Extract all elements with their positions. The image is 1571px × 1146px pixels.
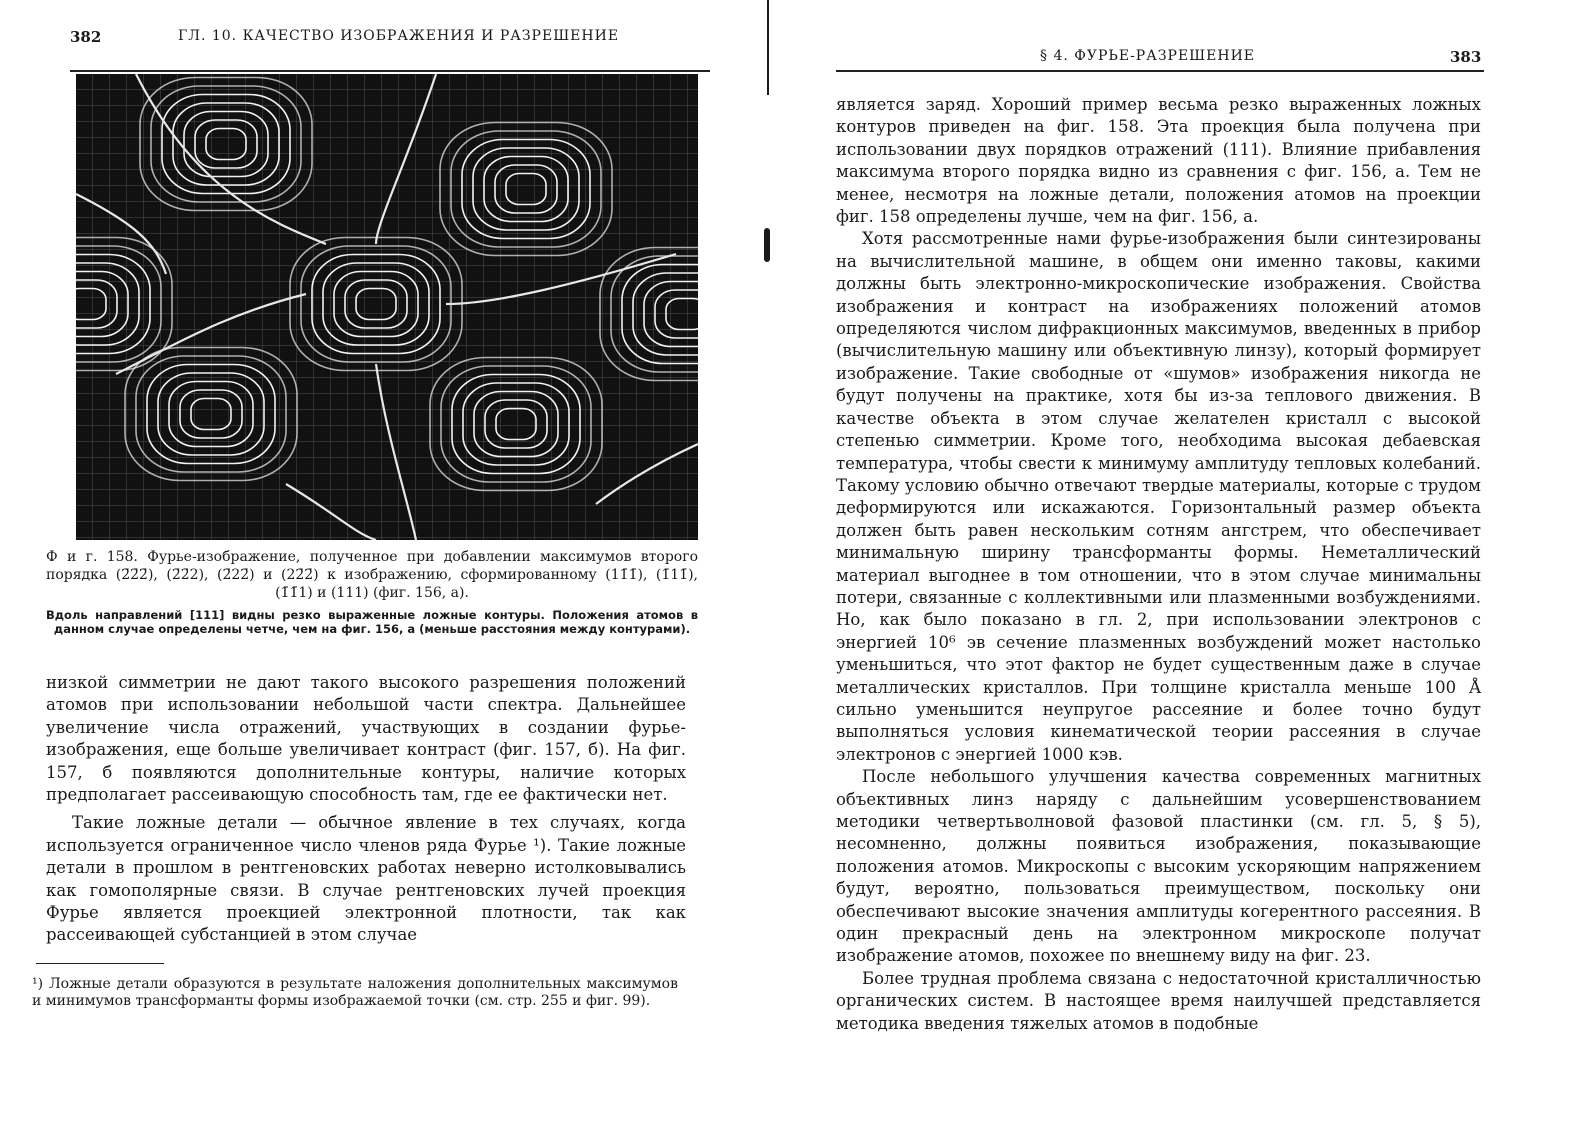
gutter-mark-middle bbox=[764, 228, 770, 262]
right-paragraph-4: Более трудная проблема связана с недостаточной кристалличностью органических систем. В настоящее время наилучшей представляется методика введения тяжелых атомов в подобные bbox=[836, 968, 1481, 1033]
figure-caption: Ф и г. 158. Фурье-изображение, полученное при добавлении максимумов второго порядка (2̄2̄2̄), (2̄2̄2), (2̄22̄) и (22̄2̄) к изображению, сформированному (11̄1̄), (1̄11̄), (1̄1̄1) и (111) (фиг. 156, а). bbox=[46, 549, 698, 601]
right-paragraph-3: После небольшого улучшения качества современных магнитных объективных линз наряду с дальнейшим усовершенствованием методики четвертьволновой фазовой пластинки (см. гл. 5, § 5), несомненно, должны появиться изображения, показывающие положения атомов. Микроскопы с высоким ускоряющим напряжением будут, вероятно, пользоваться преимуществом, поскольку они обеспечивают высокие значения амплитуды когерентного рассеяния. В один прекрасный день на электронном микроскопе получат изображение атомов, похожее по внешнему виду на фиг. 23. bbox=[836, 767, 1481, 966]
fourier-image-figure bbox=[76, 74, 698, 540]
left-paragraph-1: низкой симметрии не дают такого высокого разрешения положений атомов при использовании небольшой части спектра. Дальнейшее увеличение числа отражений, участвующих в создании фурье-изображения, еще больше увеличивает контраст (фиг. 157, б). На фиг. 157, б появляются дополнительные контуры, наличие которых предполагает рассеивающую способность там, где ее фактически нет. bbox=[46, 673, 686, 805]
left-body-text bbox=[46, 672, 686, 947]
right-paragraph-2: Хотя рассмотренные нами фурье-изображения были синтезированы на вычислительной машине, в общем они именно таковы, какими должны быть электронно-микроскопические изображения. Свойства изображения и контраст на изображениях положений атомов определяются числом дифракционных максимумов, введенных в прибор (вычислительную машину или объективную линзу), который формирует изображение. Такие свободные от «шумов» изображения никогда не будут получены на практике, хотя бы из-за теплового движения. В качестве объекта в этом случае желателен кристалл с высокой степенью симметрии. Кроме того, необходима высокая дебаевская температура, чтобы свести к минимуму амплитуду тепловых колебаний. Такому условию обычно отвечают твердые материалы, которые с трудом деформируются или искажаются. Горизонтальный размер объекта должен быть равен нескольким сотням ангстрем, что обеспечивает минимальную ширину трансформанты формы. Неметаллический материал выгоднее в том отношении, что в этом случае минимальны потери, связанные с коллективными или плазменными возбуждениями. Но, как было показано в гл. 2, при использовании электронов с энергией 10⁶ эв сечение плазменных возбуждений может настолько уменьшиться, что этот фактор не будет существенным даже в случае металлических кристаллов. При толщине кристалла меньше 100 Å сильно уменьшится неупругое рассеяние и более точно будут выполняться условия кинематической теории рассеяния в случае электронов с энергией 1000 кэв. bbox=[836, 229, 1481, 764]
right-page bbox=[800, 0, 1571, 1146]
running-head-left: ГЛ. 10. КАЧЕСТВО ИЗОБРАЖЕНИЯ И РАЗРЕШЕНИЕ bbox=[178, 28, 620, 44]
header-rule-left bbox=[70, 70, 710, 72]
right-body-text bbox=[836, 94, 1481, 1035]
left-page bbox=[0, 0, 760, 1146]
left-paragraph-2: Такие ложные детали — обычное явление в тех случаях, когда используется ограниченное число членов ряда Фурье ¹). Такие ложные детали в прошлом в рентгеновских работах неверно истолковывались как гомополярные связи. В случае рентгеновских лучей проекция Фурье является проекцией электронной плотности, так как рассеивающей субстанцией в этом случае bbox=[46, 813, 686, 945]
page-number-right: 383 bbox=[1450, 48, 1482, 66]
right-paragraph-1: является заряд. Хороший пример весьма резко выраженных ложных контуров приведен на фиг. 158. Эта проекция была получена при использовании двух порядков отражений (111). Влияние прибавления максимума второго порядка видно из сравнения с фиг. 156, а. Тем не менее, несмотря на ложные детали, положения атомов на проекции фиг. 158 определены лучше, чем на фиг. 156, а. bbox=[836, 95, 1481, 227]
running-head-right: § 4. ФУРЬЕ-РАЗРЕШЕНИЕ bbox=[1040, 48, 1256, 64]
footnote-rule bbox=[36, 963, 164, 964]
fourier-image-graphic bbox=[76, 74, 698, 540]
figure-note: Вдоль направлений [111] видны резко выраженные ложные контуры. Положения атомов в данном случае определены четче, чем на фиг. 156, а (меньше расстояния между контурами). bbox=[46, 608, 698, 636]
page-number-left: 382 bbox=[70, 28, 102, 46]
footnote: ¹) Ложные детали образуются в результате наложения дополнительных максимумов и минимумов трансформанты формы изображаемой точки (см. стр. 255 и фиг. 99). bbox=[32, 976, 678, 1009]
header-rule-right bbox=[836, 70, 1484, 72]
gutter-line-top bbox=[767, 0, 769, 95]
